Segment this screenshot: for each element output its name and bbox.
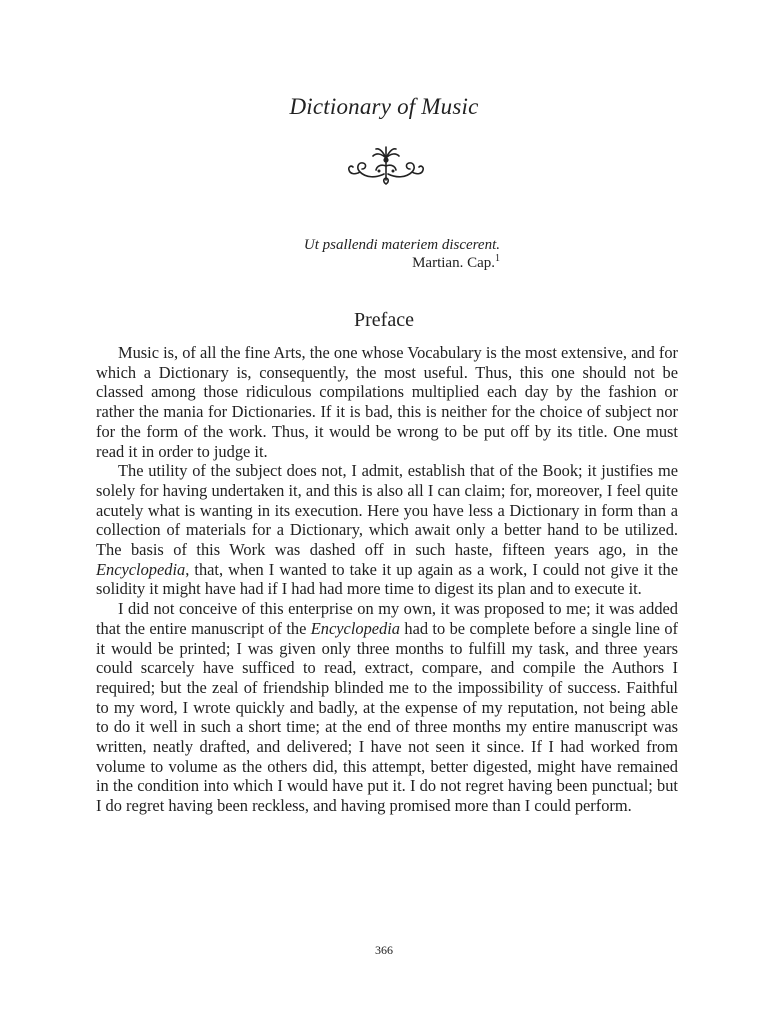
preface-body bbox=[96, 343, 678, 816]
text-run: The utility of the subject does not, I admit, establish that of the Book; it justifies me solely for having undertaken it, and this is also all I can claim; for, moreover, I feel quite acutely what is wanting in its execution. Here you have less a Dictionary in form than a collection of materials for a Dictionary, which await only a better hand to be utilized. The basis of this Work was dashed off in such haste, fifteen years ago, in the bbox=[96, 461, 678, 560]
epigraph-author: Martian. Cap. bbox=[412, 255, 495, 271]
paragraph bbox=[96, 343, 678, 461]
text-run: Music is, of all the fine Arts, the one whose Vocabulary is the most extensive, and for which a Dictionary is, consequently, the most useful. Thus, this one should not be classed among those ridiculous compilations multiplied each day by the fashion or rather the mania for Dictionaries. If it is bad, this is neither for the choice of subject nor for the form of the work. Thus, it would be wrong to be put off by its title. One must read it in order to judge it. bbox=[96, 343, 678, 461]
text-run: , that, when I wanted to take it up again as a work, I could not give it the solidity it might have had if I had had more time to digest its plan and to execute it. bbox=[96, 559, 678, 599]
epigraph bbox=[250, 236, 500, 272]
footnote-reference: 1 bbox=[495, 253, 500, 264]
section-heading: Preface bbox=[354, 309, 414, 331]
italic-title: Encyclopedia bbox=[310, 618, 400, 638]
italic-title: Encyclopedia bbox=[96, 559, 186, 579]
paragraph bbox=[96, 599, 678, 816]
page-title: Dictionary of Music bbox=[289, 94, 479, 119]
text-run: had to be complete before a single line of it would be printed; I was given only three months to fulfill my task, and three years could scarcely have sufficed to read, extract, compare, and compile the Authors I required; but the zeal of friendship blinded me to the impossibility of success. Faithful to my word, I wrote quickly and badly, at the expense of my reputation, not being able to do it well in such a short time; at the end of three months my entire manuscript was written, neatly drafted, and delivered; I have not seen it since. If I had worked from volume to volume as the others did, this attempt, better digested, might have remained in the condition into which I would have put it. I do not regret having been punctual; but I do regret having been reckless, and having promised more than I could perform. bbox=[96, 618, 678, 816]
epigraph-attribution bbox=[250, 254, 500, 272]
text-run: I did not conceive of this enterprise on my own, it was proposed to me; it was added that the entire manuscript of the bbox=[96, 599, 678, 638]
floral-ornament-icon bbox=[346, 144, 426, 188]
paragraph bbox=[96, 461, 678, 599]
page-number: 366 bbox=[375, 943, 393, 957]
epigraph-quote: Ut psallendi materiem discerent. bbox=[303, 237, 500, 253]
